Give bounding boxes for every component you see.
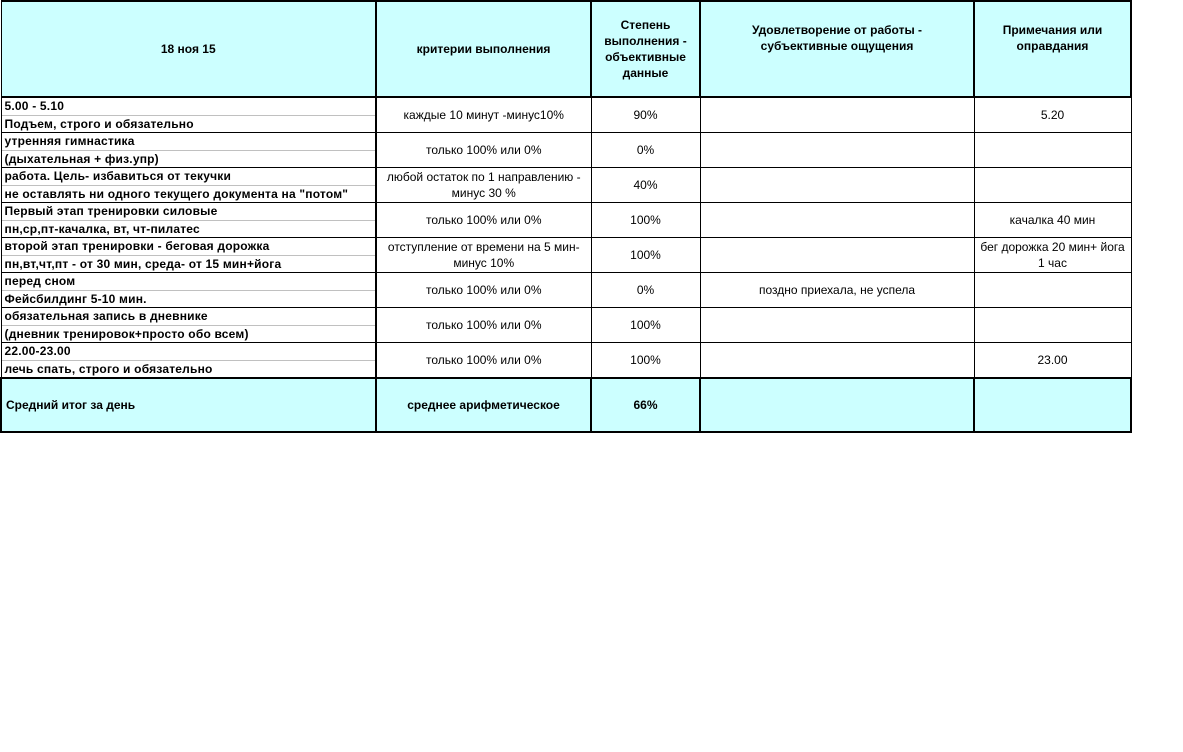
satisfaction-cell[interactable]: поздно приехала, не успела — [700, 273, 974, 308]
table-row — [1, 133, 1131, 168]
degree-cell[interactable]: 100% — [591, 203, 700, 238]
criteria-cell[interactable]: каждые 10 минут -минус10% — [376, 97, 591, 133]
degree-cell[interactable]: 0% — [591, 133, 700, 168]
summary-criteria[interactable]: среднее арифметическое — [376, 378, 591, 432]
notes-cell[interactable] — [974, 168, 1131, 203]
summary-label[interactable]: Средний итог за день — [1, 378, 376, 432]
task-cell[interactable]: работа. Цель- избавиться от текучки не оставлять ни одного текущего документа на "потом" — [1, 168, 376, 203]
notes-cell[interactable] — [974, 133, 1131, 168]
notes-cell[interactable] — [974, 308, 1131, 343]
criteria-cell[interactable]: только 100% или 0% — [376, 203, 591, 238]
degree-cell[interactable]: 90% — [591, 97, 700, 133]
task-cell[interactable]: 22.00-23.00 лечь спать, строго и обязательно — [1, 343, 376, 379]
task-cell[interactable]: 5.00 - 5.10 Подъем, строго и обязательно — [1, 97, 376, 133]
task-cell[interactable]: обязательная запись в дневнике (дневник тренировок+просто обо всем) — [1, 308, 376, 343]
header-satisfaction[interactable]: Удовлетворение от работы - субъективные ощущения — [700, 1, 974, 97]
criteria-cell[interactable]: только 100% или 0% — [376, 133, 591, 168]
satisfaction-cell[interactable] — [700, 168, 974, 203]
notes-cell[interactable] — [974, 273, 1131, 308]
summary-satisfaction[interactable] — [700, 378, 974, 432]
task-cell[interactable]: второй этап тренировки - беговая дорожка пн,вт,чт,пт - от 30 мин, среда- от 15 мин+йога — [1, 238, 376, 273]
table-row — [1, 308, 1131, 343]
notes-cell[interactable]: 5.20 — [974, 97, 1131, 133]
degree-cell[interactable]: 100% — [591, 308, 700, 343]
table-row — [1, 238, 1131, 273]
satisfaction-cell[interactable] — [700, 203, 974, 238]
criteria-cell[interactable]: только 100% или 0% — [376, 308, 591, 343]
header-notes[interactable]: Примечания или оправдания — [974, 1, 1131, 97]
satisfaction-cell[interactable] — [700, 97, 974, 133]
task-cell[interactable]: перед сном Фейсбилдинг 5-10 мин. — [1, 273, 376, 308]
satisfaction-cell[interactable] — [700, 308, 974, 343]
satisfaction-cell[interactable] — [700, 133, 974, 168]
notes-cell[interactable]: бег дорожка 20 мин+ йога 1 час — [974, 238, 1131, 273]
criteria-cell[interactable]: только 100% или 0% — [376, 273, 591, 308]
degree-cell[interactable]: 100% — [591, 343, 700, 379]
table-row — [1, 343, 1131, 379]
notes-cell[interactable]: 23.00 — [974, 343, 1131, 379]
degree-cell[interactable]: 40% — [591, 168, 700, 203]
table-row — [1, 203, 1131, 238]
header-degree[interactable]: Степень выполнения - объективные данные — [591, 1, 700, 97]
degree-cell[interactable]: 100% — [591, 238, 700, 273]
summary-row — [1, 378, 1131, 432]
header-date[interactable]: 18 ноя 15 — [1, 1, 376, 97]
summary-notes[interactable] — [974, 378, 1131, 432]
table-row — [1, 97, 1131, 133]
task-cell[interactable]: Первый этап тренировки силовые пн,ср,пт-качалка, вт, чт-пилатес — [1, 203, 376, 238]
header-criteria[interactable]: критерии выполнения — [376, 1, 591, 97]
header-row — [1, 1, 1131, 97]
criteria-cell[interactable]: любой остаток по 1 направлению - минус 30 % — [376, 168, 591, 203]
satisfaction-cell[interactable] — [700, 238, 974, 273]
criteria-cell[interactable]: отступление от времени на 5 мин- минус 10% — [376, 238, 591, 273]
table-row — [1, 273, 1131, 308]
table-row — [1, 168, 1131, 203]
summary-degree[interactable]: 66% — [591, 378, 700, 432]
task-cell[interactable]: утренняя гимнастика (дыхательная + физ.упр) — [1, 133, 376, 168]
criteria-cell[interactable]: только 100% или 0% — [376, 343, 591, 379]
notes-cell[interactable]: качалка 40 мин — [974, 203, 1131, 238]
degree-cell[interactable]: 0% — [591, 273, 700, 308]
satisfaction-cell[interactable] — [700, 343, 974, 379]
